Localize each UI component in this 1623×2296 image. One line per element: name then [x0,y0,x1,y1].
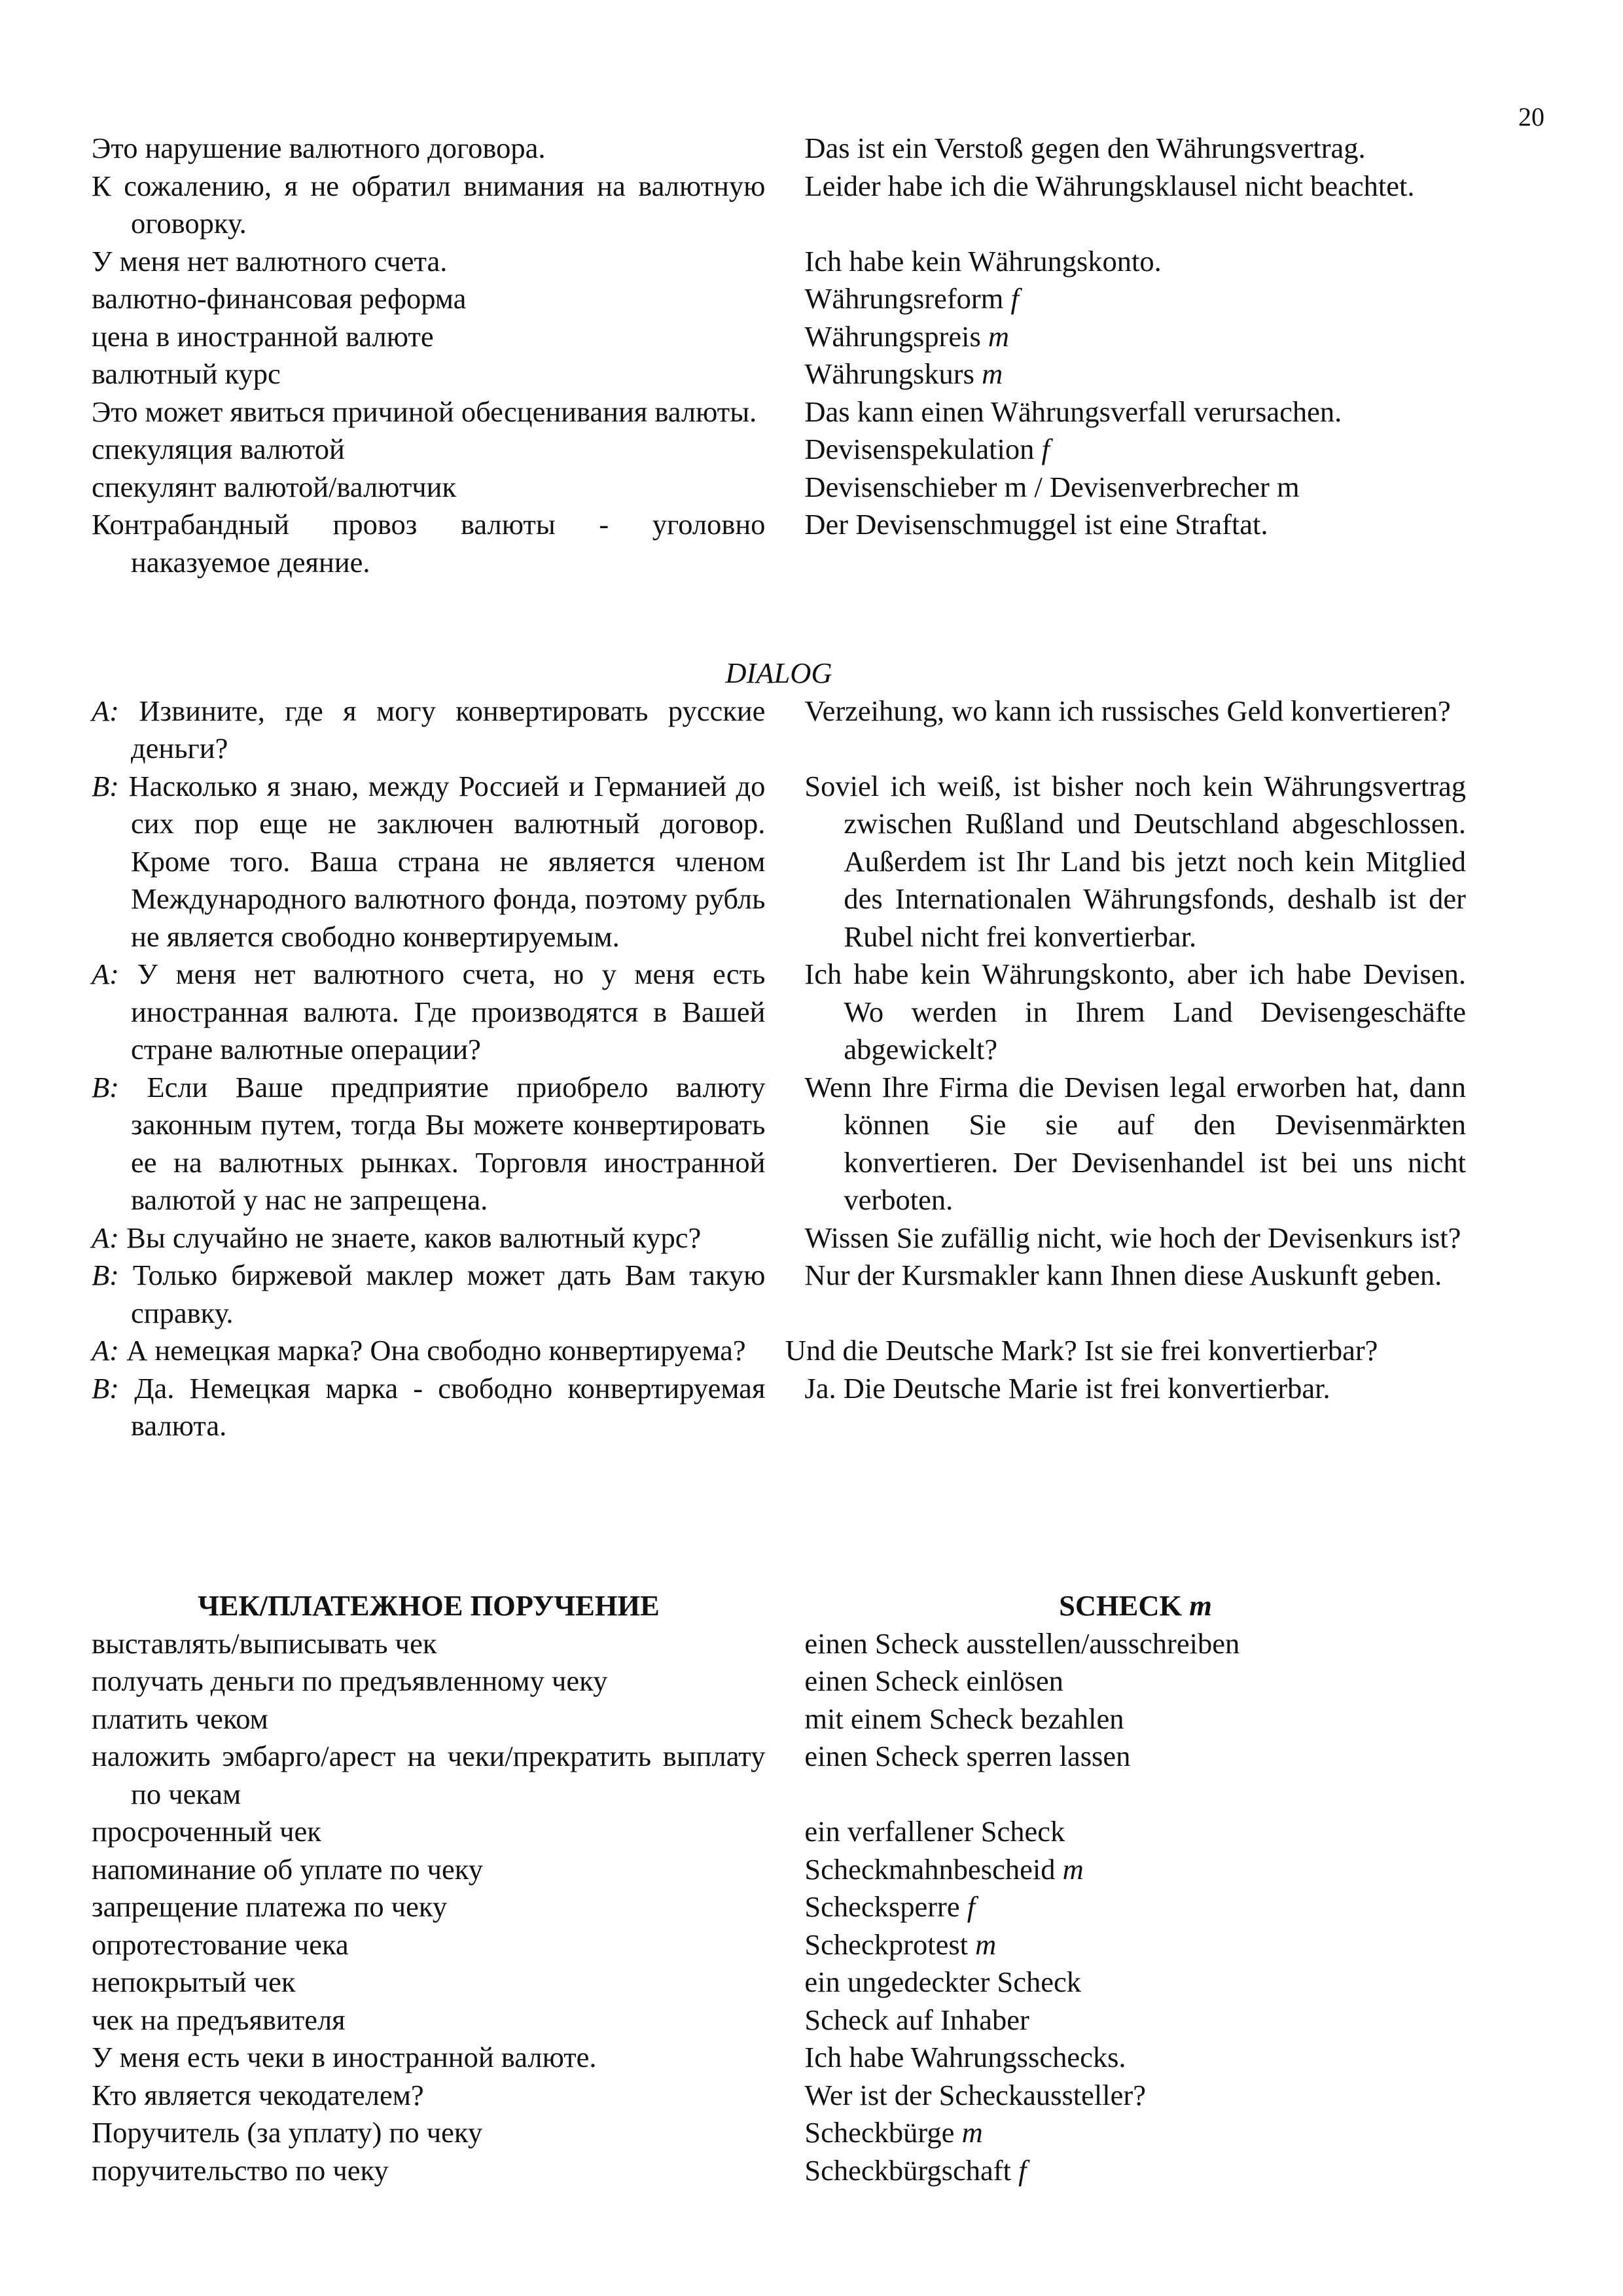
ru-phrase: К сожалению, я не обратил внимания на валютную оговорку. [92,169,766,240]
vocab-row [92,1851,1466,1889]
ru-line [92,768,765,956]
vocab-section-1 [92,130,1466,581]
ru-phrase: валютно-финансовая реформа [92,282,467,315]
ru-phrase: непокрытый чек [92,1965,296,1998]
vocab-row [92,1926,1466,1964]
de-word: Scheckprotest [804,1928,969,1961]
vocab-row [92,355,1466,393]
vocab-row [92,243,1466,281]
de-phrase: Wer ist der Scheckaussteller? [804,2078,1146,2111]
dialog-row [92,1332,1466,1370]
section-title-ru: ЧЕК/ПЛАТЕЖНОЕ ПОРУЧЕНИЕ [198,1589,660,1622]
speaker-label: A: [92,1221,120,1254]
ru-phrase: Это нарушение валютного договора. [92,132,546,164]
de-phrase: Devisenschieber m / Devisenverbrecher m [804,470,1300,503]
ru-phrase: цена в иностранной валюте [92,319,434,353]
dialog-row [92,956,1466,1069]
de-phrase: einen Scheck einlösen [804,1664,1063,1697]
vocab-row [92,1813,1466,1851]
vocab-row [92,506,1466,581]
de-phrase: einen Scheck sperren lassen [804,1740,1131,1772]
de-word: Währungsreform [804,282,1004,315]
de-phrase: Das ist ein Verstoß gegen den Währungsvertrag. [804,132,1366,164]
ru-line [92,1370,765,1445]
ru-phrase: наложить эмбарго/арест на чеки/прекратить выплату по чекам [92,1740,766,1810]
vocab-row [92,1625,1466,1663]
de-phrase [804,2114,1466,2152]
vocab-row [92,1964,1466,2001]
de-phrase [804,1926,1466,1964]
de-line: Wenn Ihre Firma die Devisen legal erworben hat, dann können Sie sie auf den Devisenmärkten konvertieren. Der Devisenhandel ist bei uns nicht verboten. [804,1070,1466,1216]
vocab-row [92,2077,1466,2115]
speaker-label: A: [92,1334,120,1367]
de-phrase: Ich habe kein Währungskonto. [804,244,1162,278]
vocab-row [92,280,1466,318]
ru-phrase: У меня есть чеки в иностранной валюте. [92,2041,597,2073]
speaker-label: B: [92,769,120,802]
ru-phrase: Это может явиться причиной обесценивания валюты. [92,395,757,428]
gender-marker: m [1189,1589,1212,1622]
de-phrase [804,1888,1466,1926]
section-title-de-word: SCHECK [1059,1589,1183,1622]
vocab-row [92,2039,1466,2077]
de-line: Verzeihung, wo kann ich russisches Geld konvertieren? [804,694,1451,727]
de-line: Soviel ich weiß, ist bisher noch kein Währungsvertrag zwischen Rußland und Deutschland abgeschlossen. Außerdem ist Ihr Land bis jetzt noch kein Mitglied des Internationalen Währungsfonds, deshalb ist der Rubel nicht frei konvertierbar. [804,769,1466,953]
ru-text: Только биржевой маклер может дать Вам такую справку. [131,1259,766,1329]
de-word: Scheckbürge [804,2116,955,2149]
ru-phrase: платить чеком [92,1702,268,1735]
vocab-row [92,469,1466,507]
ru-text: А немецкая марка? Она свободно конвертируема? [126,1334,746,1367]
de-word: Schecksperre [804,1890,960,1923]
de-phrase: ein verfallener Scheck [804,1815,1065,1848]
de-phrase: ein ungedeckter Scheck [804,1965,1081,1998]
ru-line [92,956,765,1069]
de-line: Nur der Kursmakler kann Ihnen diese Auskunft geben. [804,1259,1442,1291]
de-word: Scheckmahnbescheid [804,1852,1056,1886]
ru-phrase: валютный курс [92,357,281,390]
de-word: Devisenspekulation [804,433,1035,465]
dialog-title: DIALOG [725,656,832,689]
ru-line [92,1219,765,1257]
dialog-row [92,768,1466,956]
gender-marker: f [1010,282,1019,315]
de-phrase: Das kann einen Währungsverfall verursachen. [804,395,1342,428]
speaker-label: B: [92,1259,120,1291]
gender-marker: f [967,1890,976,1923]
vocab-row [92,431,1466,469]
vocab-row [92,1888,1466,1926]
ru-phrase: выставлять/выписывать чек [92,1626,437,1660]
gender-marker: m [988,319,1010,353]
ru-phrase: спекуляция валютой [92,433,345,465]
vocab-row [92,393,1466,431]
dialog-row [92,1257,1466,1332]
de-line: Und die Deutsche Mark? Ist sie frei konvertierbar? [785,1334,1378,1367]
gender-marker: m [1062,1852,1084,1886]
vocab-row [92,1738,1466,1813]
vocab-row [92,2001,1466,2039]
ru-text: Извините, где я могу конвертировать русские деньги? [131,694,766,764]
de-phrase [804,355,1466,393]
ru-text: Вы случайно не знаете, каков валютный курс? [126,1221,702,1254]
vocab-row [92,1662,1466,1700]
dialog-section [92,655,1466,1445]
de-phrase: mit einem Scheck bezahlen [804,1702,1124,1735]
ru-phrase: Кто является чекодателем? [92,2078,424,2111]
de-phrase: Leider habe ich die Währungsklausel nicht beachtet. [804,169,1415,202]
ru-line [92,1257,765,1332]
ru-phrase: напоминание об уплате по чеку [92,1852,484,1886]
de-phrase: Der Devisenschmuggel ist eine Straftat. [804,508,1268,541]
gender-marker: f [1041,433,1050,465]
de-word: Scheckbürgschaft [804,2153,1011,2187]
ru-phrase: просроченный чек [92,1815,321,1848]
de-phrase [804,318,1466,356]
ru-phrase: спекулянт валютой/валютчик [92,470,457,503]
ru-phrase: поручительство по чеку [92,2153,389,2187]
de-line: Ich habe kein Währungskonto, aber ich habe Devisen. Wo werden in Ihrem Land Devisengeschäfte abgewickelt? [804,958,1466,1066]
de-phrase [804,2152,1466,2190]
speaker-label: A: [92,694,120,727]
vocab-row [92,168,1466,243]
de-phrase: einen Scheck ausstellen/ausschreiben [804,1626,1240,1660]
de-phrase [804,280,1466,318]
ru-text: Насколько я знаю, между Россией и Германией до сих пор еще не заключен валютный договор. Кроме того. Ваша страна не является членом Международного валютного фонда, поэтому рубль не является свободно конвертируемым. [128,769,766,953]
dialog-row [92,1069,1466,1219]
section-title-de [805,1587,1466,1625]
gender-marker: m [975,1928,997,1961]
de-phrase [804,431,1466,469]
ru-phrase: опротестование чека [92,1928,349,1961]
de-word: Währungskurs [804,357,974,390]
dialog-row [92,692,1466,768]
de-phrase: Ich habe Wahrungsschecks. [804,2041,1126,2073]
ru-line [92,692,765,768]
speaker-label: B: [92,1371,120,1405]
ru-line [92,1069,765,1219]
dialog-row [92,1219,1466,1257]
ru-phrase: Контрабандный провоз валюты - уголовно наказуемое деяние. [92,508,766,579]
ru-line [92,1332,746,1370]
vocab-row [92,1700,1466,1738]
de-line: Ja. Die Deutsche Marie ist frei konvertierbar. [804,1371,1330,1405]
vocab-row [92,2114,1466,2152]
speaker-label: B: [92,1070,120,1103]
ru-phrase: Поручитель (за уплату) по чеку [92,2116,483,2149]
de-word: Währungspreis [804,319,981,353]
ru-text: Если Ваше предприятие приобрело валюту законным путем, тогда Вы можете конвертировать ее на валютных рынках. Торговля иностранной валютой у нас не запрещена. [131,1070,766,1216]
gender-marker: m [961,2116,983,2149]
ru-phrase: чек на предъявителя [92,2003,346,2036]
speaker-label: A: [92,958,120,990]
vocab-row [92,318,1466,356]
gender-marker: m [982,357,1003,390]
de-phrase [804,1851,1466,1889]
vocab-row [92,130,1466,168]
gender-marker: f [1018,2153,1027,2187]
cheque-section [92,1587,1466,2189]
ru-phrase: У меня нет валютного счета. [92,244,448,278]
de-phrase: Scheck auf Inhaber [804,2003,1029,2036]
ru-phrase: получать деньги по предъявленному чеку [92,1664,608,1697]
ru-text: У меня нет валютного счета, но у меня есть иностранная валюта. Где производятся в Вашей стране валютные операции? [131,958,766,1066]
ru-phrase: запрещение платежа по чеку [92,1890,448,1923]
page-number: 20 [1518,102,1544,132]
section-headings [92,1587,1466,1625]
de-line: Wissen Sie zufällig nicht, wie hoch der Devisenkurs ist? [804,1221,1461,1254]
vocab-row [92,2152,1466,2190]
ru-text: Да. Немецкая марка - свободно конвертируемая валюта. [131,1371,766,1442]
dialog-row [92,1370,1466,1445]
